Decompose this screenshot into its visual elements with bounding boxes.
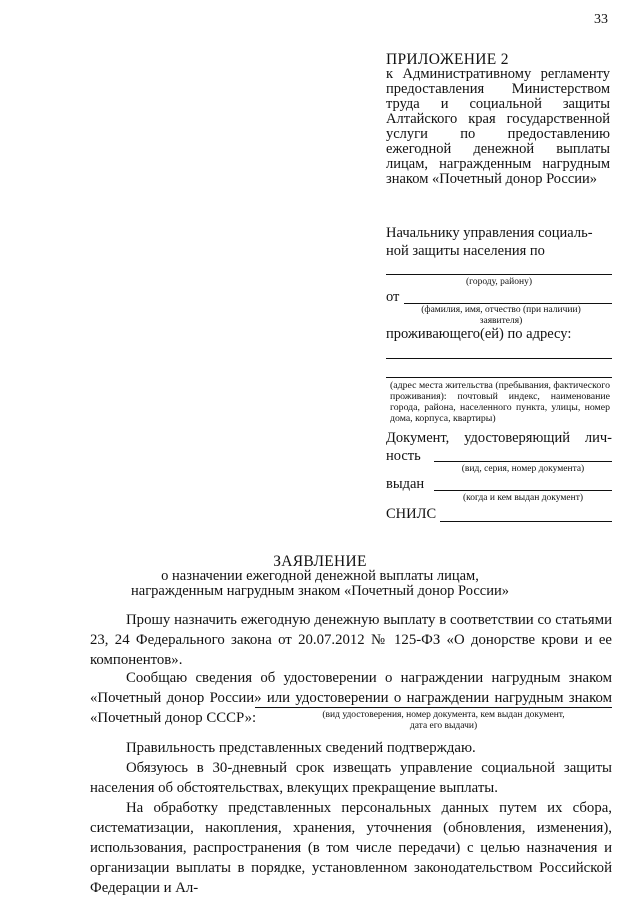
doc-label-2: ность xyxy=(386,448,421,464)
paragraph-4: Обязуюсь в 30-дневный срок извещать управление социальной защиты населения об обстоятельствах, влекущих прекращение выплаты. xyxy=(90,760,612,796)
addressee-line-2: ной защиты населения по xyxy=(386,243,545,259)
addressee-line-1: Начальнику управления социаль- xyxy=(386,225,593,241)
statement-subtitle-2: награжденным нагрудным знаком «Почетный донор России» xyxy=(131,583,509,599)
appendix-text: к Административному регламенту предоставления Министерством труда и социальной защиты Алтайского края государственной услуги по предоставлению ежегодной денежной выплаты лицам, награжденным нагрудным знаком «Почетный донор России» xyxy=(386,66,610,187)
issued-line[interactable] xyxy=(434,490,612,491)
appendix-title: ПРИЛОЖЕНИЕ 2 xyxy=(386,51,509,68)
paragraph-5: На обработку представленных персональных данных путем их сбора, систематизации, накопления, хранения, уточнения (обновления, изменения), использования, распространения (в том числе передачи) с целью назначения и организации выплаты в порядке, установленном законодательством Российской Федерации и Ал- xyxy=(90,800,612,896)
statement-subtitle-1: о назначении ежегодной денежной выплаты лицам, xyxy=(161,568,479,584)
appendix-block xyxy=(386,52,610,187)
fio-caption: (фамилия, имя, отчество (при наличии) заявителя) xyxy=(421,305,581,326)
statement-title: ЗАЯВЛЕНИЕ xyxy=(273,553,367,570)
page-number: 33 xyxy=(594,12,608,27)
paragraph-1: Прошу назначить ежегодную денежную выплату в соответствии со статьями 23, 24 Федерального закона от 20.07.2012 № 125-ФЗ «О донорстве крови и ее компонентов». xyxy=(90,612,612,668)
doc-line[interactable] xyxy=(434,461,612,462)
address-caption: (адрес места жительства (пребывания, фактического проживания): почтовый индекс, наименование города, района, населенного пункта, улицы, номер дома, корпуса, квартиры) xyxy=(390,380,610,424)
from-label: от xyxy=(386,289,400,305)
address-line-2[interactable] xyxy=(386,377,612,378)
issued-label: выдан xyxy=(386,476,425,492)
city-line[interactable] xyxy=(386,274,612,275)
paragraph-2: Сообщаю сведения об удостоверении о награждении нагрудным знаком «Почетный донор России» или удостоверении о награждении нагрудным знаком «Почетный донор СССР»: xyxy=(90,670,612,726)
doc-label-1: Документ, удостоверяющий лич- xyxy=(386,430,612,446)
city-caption: (городу, району) xyxy=(466,277,532,287)
doc-caption: (вид, серия, номер документа) xyxy=(461,464,585,474)
residence-label: проживающего(ей) по адресу: xyxy=(386,326,572,342)
paragraph-3: Правильность представленных сведений подтверждаю. xyxy=(126,740,476,756)
issued-caption: (когда и кем выдан документ) xyxy=(462,493,584,503)
fio-line[interactable] xyxy=(404,303,612,304)
certificate-caption: (вид удостоверения, номер документа, кем выдан документ, дата его выдачи) xyxy=(322,710,565,731)
certificate-line[interactable] xyxy=(255,707,612,708)
address-line-1[interactable] xyxy=(386,358,612,359)
snils-label: СНИЛС xyxy=(386,506,437,522)
snils-line[interactable] xyxy=(440,521,612,522)
